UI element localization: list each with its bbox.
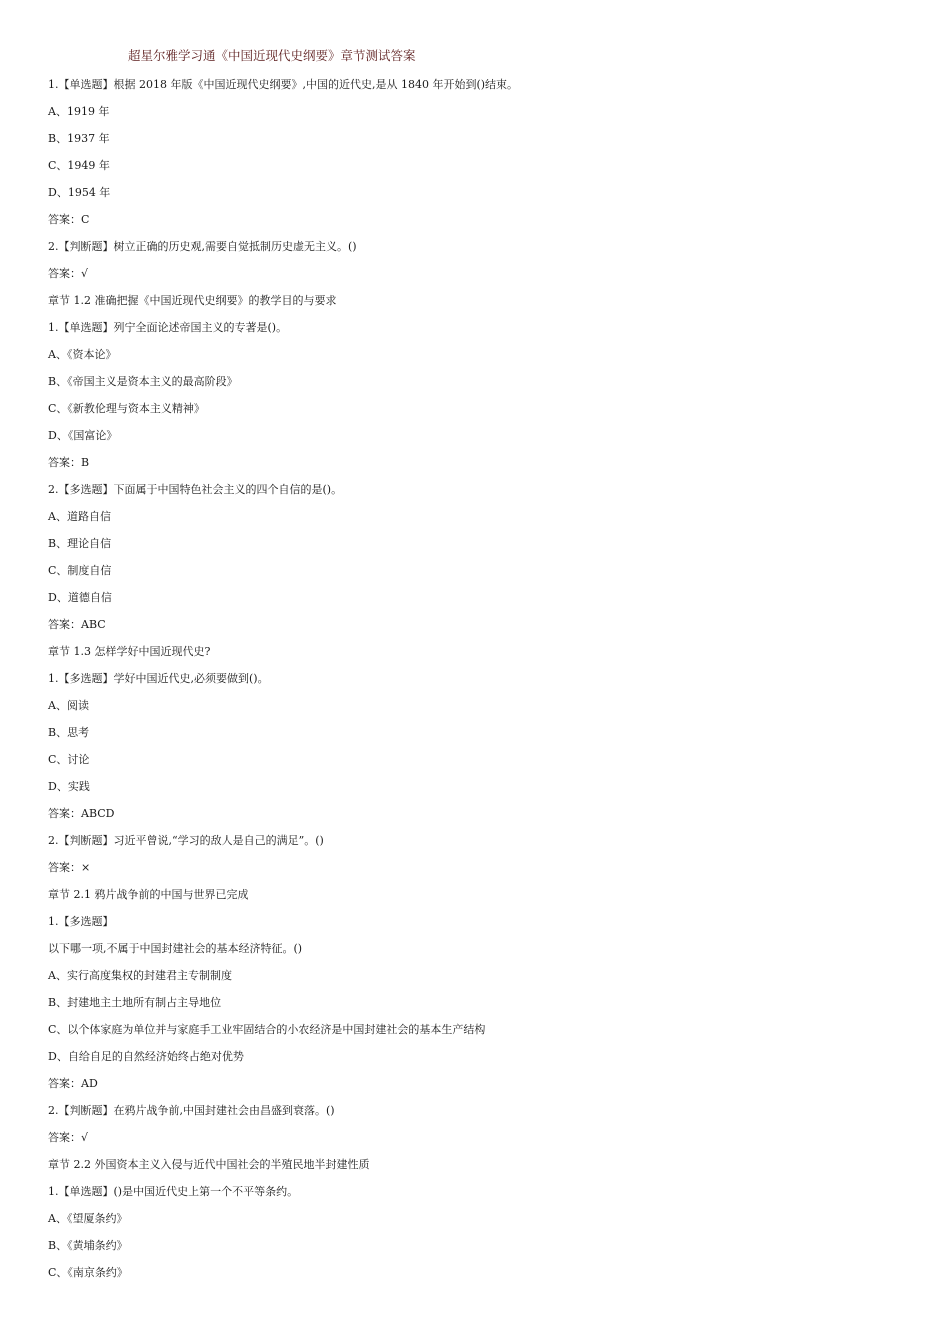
document-line: 1.【多选题】 <box>48 915 114 928</box>
document-line: 答案：√ <box>48 267 89 280</box>
document-line: A、道路自信 <box>48 510 111 523</box>
document-line: C、以个体家庭为单位并与家庭手工业牢固结合的小农经济是中国封建社会的基本生产结构 <box>48 1023 486 1036</box>
document-line: 答案：ABC <box>48 618 106 631</box>
document-line: 答案：√ <box>48 1131 89 1144</box>
document-line: A、《望厦条约》 <box>48 1212 128 1225</box>
document-line: 1.【多选题】学好中国近代史,必须要做到()。 <box>48 672 269 685</box>
document-line: 答案：ABCD <box>48 807 115 820</box>
document-line: 答案：B <box>48 456 90 469</box>
document-line: D、1954 年 <box>48 186 111 199</box>
document-line: D、实践 <box>48 780 90 793</box>
document-line: A、阅读 <box>48 699 89 712</box>
document-line: 2.【多选题】下面属于中国特色社会主义的四个自信的是()。 <box>48 483 343 496</box>
document-body <box>48 76 908 1291</box>
document-line: A、《资本论》 <box>48 348 117 361</box>
document-title: 超星尔雅学习通《中国近现代史纲要》章节测试答案 <box>128 48 416 63</box>
document-line: 1.【单选题】()是中国近代史上第一个不平等条约。 <box>48 1185 299 1198</box>
document-line: 答案：C <box>48 213 90 226</box>
document-line: C、制度自信 <box>48 564 112 577</box>
document-line: C、《南京条约》 <box>48 1266 128 1279</box>
document-line: 章节 2.1 鸦片战争前的中国与世界已完成 <box>48 888 249 901</box>
document-line: B、《帝国主义是资本主义的最高阶段》 <box>48 375 238 388</box>
document-line: 答案：AD <box>48 1077 98 1090</box>
document-line: 2.【判断题】树立正确的历史观,需要自觉抵制历史虚无主义。() <box>48 240 357 253</box>
document-line: B、理论自信 <box>48 537 112 550</box>
document-line: C、《新教伦理与资本主义精神》 <box>48 402 205 415</box>
document-line: 答案：× <box>48 861 91 874</box>
document-line: A、实行高度集权的封建君主专制制度 <box>48 969 232 982</box>
document-line: B、封建地主土地所有制占主导地位 <box>48 996 222 1009</box>
document-line: B、思考 <box>48 726 90 739</box>
document-line: 2.【判断题】习近平曾说,“学习的敌人是自己的满足”。() <box>48 834 324 847</box>
document-line: 1.【单选题】根据 2018 年版《中国近现代史纲要》,中国的近代史,是从 1840 年开始到()结束。 <box>48 78 519 91</box>
document-line: D、自给自足的自然经济始终占绝对优势 <box>48 1050 244 1063</box>
document-line: C、1949 年 <box>48 159 110 172</box>
document-line: 1.【单选题】列宁全面论述帝国主义的专著是()。 <box>48 321 288 334</box>
document-line: 以下哪一项,不属于中国封建社会的基本经济特征。() <box>48 942 303 955</box>
document-line: D、《国富论》 <box>48 429 118 442</box>
document-line: C、讨论 <box>48 753 90 766</box>
document-line: 章节 1.3 怎样学好中国近现代史? <box>48 645 211 658</box>
document-line: B、1937 年 <box>48 132 110 145</box>
document-line: 2.【判断题】在鸦片战争前,中国封建社会由昌盛到衰落。() <box>48 1104 335 1117</box>
document-line: 章节 1.2 准确把握《中国近现代史纲要》的教学目的与要求 <box>48 294 337 307</box>
document-line: 章节 2.2 外国资本主义入侵与近代中国社会的半殖民地半封建性质 <box>48 1158 370 1171</box>
document-line: A、1919 年 <box>48 105 110 118</box>
document-line: D、道德自信 <box>48 591 112 604</box>
document-line: B、《黄埔条约》 <box>48 1239 128 1252</box>
